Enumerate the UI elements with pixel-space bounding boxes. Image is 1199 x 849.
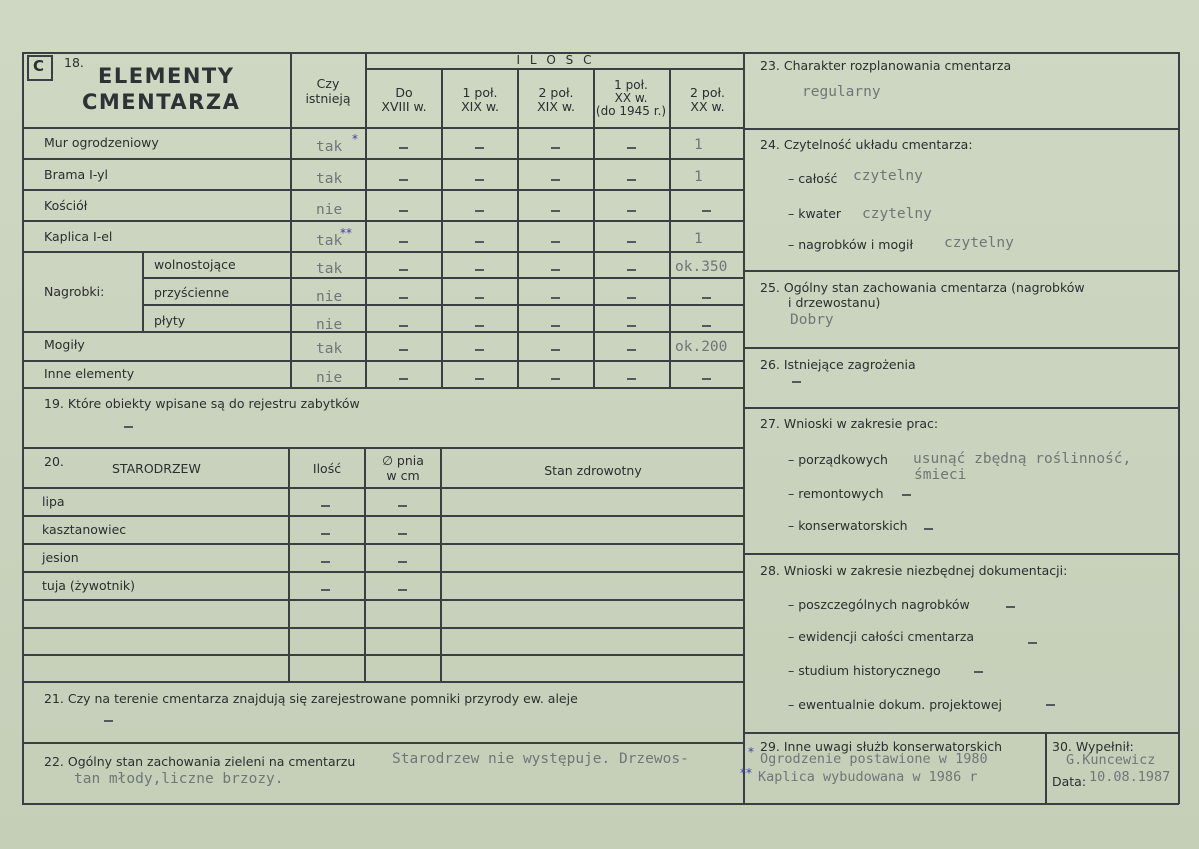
exists-header: Czy istnieją — [305, 76, 351, 106]
q27-item1-answer2: śmieci — [914, 467, 967, 483]
q30-label: 30. Wypełnił: — [1052, 739, 1134, 754]
q30-filled-by: G.Kuncewicz — [1066, 752, 1156, 768]
row-sep — [142, 277, 744, 279]
element-period-value: ok.200 — [675, 339, 728, 355]
quantity-header: I L O Ś Ć — [516, 53, 595, 67]
element-period-dash — [475, 325, 484, 327]
element-period-dash — [551, 241, 560, 243]
q20-title: STARODRZEW — [112, 461, 201, 476]
q26-answer-dash — [792, 381, 801, 383]
q28-item1-label: – poszczególnych nagrobków — [788, 597, 970, 612]
graves-divider — [142, 251, 144, 331]
row-sep — [22, 251, 744, 253]
q24-label: 24. Czytelność układu cmentarza: — [760, 137, 973, 152]
col-2-left — [441, 68, 443, 388]
element-period-dash — [702, 210, 711, 212]
tree-count-dash — [321, 589, 330, 591]
element-exists-value: tak — [316, 233, 343, 249]
q30-left — [1045, 732, 1047, 804]
element-period-dash — [475, 147, 484, 149]
tree-trunk-dash — [398, 589, 407, 591]
element-period-dash — [702, 297, 711, 299]
row-sep — [22, 360, 744, 362]
element-period-dash — [702, 325, 711, 327]
element-period-value: 1 — [694, 169, 703, 185]
q20-sep — [22, 515, 744, 517]
element-period-value: 1 — [694, 231, 703, 247]
q27-item1-label: – porządkowych — [788, 452, 888, 467]
tree-count-dash — [321, 505, 330, 507]
element-row-label: Mur ogrodzeniowy — [44, 135, 159, 150]
element-period-dash — [551, 378, 560, 380]
element-period-dash — [399, 297, 408, 299]
element-period-dash — [399, 269, 408, 271]
element-period-dash — [627, 269, 636, 271]
q24-item3-label: – nagrobków i mogił — [788, 237, 914, 252]
element-exists-value: tak — [316, 139, 343, 155]
element-period-dash — [627, 210, 636, 212]
q20-top — [22, 447, 744, 449]
section-letter: C — [33, 57, 45, 75]
q30-date: 10.08.1987 — [1089, 769, 1171, 785]
element-period-dash — [627, 378, 636, 380]
element-period-dash — [475, 378, 484, 380]
frame-bottom-right — [743, 803, 1179, 805]
q26-top — [743, 347, 1179, 349]
row-sep — [142, 304, 744, 306]
q24-item3-answer: czytelny — [944, 235, 1014, 251]
q20-sep — [22, 627, 744, 629]
element-period-dash — [475, 241, 484, 243]
element-row-label: wolnostojące — [154, 257, 236, 272]
q20-col-count: Ilość — [312, 461, 342, 476]
q24-item2-answer: czytelny — [862, 206, 932, 222]
element-exists-value: nie — [316, 370, 343, 386]
q20-sep — [22, 487, 744, 489]
divider-mid — [743, 52, 745, 804]
q27-item2-dash — [902, 494, 911, 496]
q22-answer-line2: tan młody,liczne brzozy. — [74, 771, 284, 787]
q24-item1-label: – całość — [788, 171, 838, 186]
element-exists-value: nie — [316, 289, 343, 305]
element-period-dash — [399, 325, 408, 327]
element-period-dash — [399, 147, 408, 149]
element-row-label: Brama I-yl — [44, 167, 109, 182]
element-period-dash — [627, 147, 636, 149]
title-line2: CMENTARZA — [82, 90, 241, 114]
element-period-dash — [399, 349, 408, 351]
q20-col-trunk: ∅ pnia w cm — [382, 453, 424, 483]
q24-top — [743, 128, 1179, 130]
period-col-5: 2 poł. XX w. — [689, 85, 726, 114]
frame-bottom-left — [22, 803, 744, 805]
q20-number: 20. — [44, 454, 64, 469]
element-period-dash — [627, 297, 636, 299]
element-period-dash — [475, 297, 484, 299]
element-period-dash — [475, 269, 484, 271]
period-col-1: Do XVIII w. — [381, 85, 427, 114]
frame-left — [22, 52, 24, 804]
q28-top — [743, 553, 1179, 555]
col-3-left — [517, 68, 519, 388]
q22-label: 22. Ogólny stan zachowania zieleni na cmentarzu — [44, 754, 356, 769]
q24-item2-label: – kwater — [788, 206, 842, 221]
q28-label: 28. Wnioski w zakresie niezbędnej dokumentacji: — [760, 563, 1068, 578]
element-row-label: przyścienne — [154, 285, 230, 300]
tree-name: jesion — [42, 550, 79, 565]
q27-top — [743, 407, 1179, 409]
row-sep — [22, 220, 744, 222]
q27-item3-label: – konserwatorskich — [788, 518, 908, 533]
q25-label-line2: i drzewostanu) — [788, 295, 881, 310]
q29-note1: Ogrodzenie postawione w 1980 — [760, 751, 988, 767]
q20-col-health: Stan zdrowotny — [544, 463, 642, 478]
q27-item1-answer1: usunąć zbędną roślinność, — [913, 451, 1132, 467]
row-sep — [22, 158, 744, 160]
element-period-dash — [551, 179, 560, 181]
frame-top-right — [743, 52, 1179, 54]
element-period-dash — [399, 179, 408, 181]
col-5-left — [669, 68, 671, 388]
q28-item4-label: – ewentualnie dokum. projektowej — [788, 697, 1003, 712]
element-row-label: Inne elementy — [44, 366, 135, 381]
element-period-dash — [399, 241, 408, 243]
q22-top — [22, 742, 744, 744]
tree-trunk-dash — [398, 533, 407, 535]
element-row-label: płyty — [154, 313, 186, 328]
element-period-dash — [551, 210, 560, 212]
header-bottom — [22, 127, 744, 129]
q29-note2: Kaplica wybudowana w 1986 r — [758, 769, 978, 785]
q28-item2-label: – ewidencji całości cmentarza — [788, 629, 975, 644]
period-col-2: 1 poł. XIX w. — [461, 85, 499, 114]
element-period-dash — [475, 179, 484, 181]
tree-name: tuja (żywotnik) — [42, 578, 136, 593]
period-col-3: 2 poł. XIX w. — [537, 85, 575, 114]
element-footnote-mark: ** — [340, 226, 352, 240]
q28-item4-dash — [1046, 704, 1055, 706]
frame-right — [1178, 52, 1180, 804]
element-period-dash — [627, 179, 636, 181]
q21-label: 21. Czy na terenie cmentarza znajdują się zarejestrowane pomniki przyrody ew. aleje — [44, 691, 578, 706]
element-exists-value: nie — [316, 317, 343, 333]
tree-trunk-dash — [398, 505, 407, 507]
element-period-dash — [551, 349, 560, 351]
q19-label: 19. Które obiekty wpisane są do rejestru zabytków — [44, 396, 360, 411]
q29-top — [743, 732, 1179, 734]
element-exists-value: tak — [316, 341, 343, 357]
q29-label: 29. Inne uwagi służb konserwatorskich — [760, 739, 1002, 754]
element-period-dash — [627, 241, 636, 243]
q28-item1-dash — [1006, 606, 1015, 608]
tree-trunk-dash — [398, 561, 407, 563]
q22-answer-line1: Starodrzew nie występuje. Drzewos- — [392, 751, 689, 767]
element-period-dash — [475, 210, 484, 212]
element-period-dash — [702, 378, 711, 380]
q25-answer: Dobry — [790, 312, 834, 328]
tree-name: kasztanowiec — [42, 522, 127, 537]
q25-top — [743, 270, 1179, 272]
q23-answer: regularny — [802, 84, 881, 100]
element-footnote-mark: * — [352, 132, 358, 146]
q28-item3-dash — [974, 671, 983, 673]
row-sep — [22, 331, 744, 333]
q25-label-line1: 25. Ogólny stan zachowania cmentarza (nagrobków — [760, 280, 1085, 295]
row-sep — [22, 189, 744, 191]
tree-name: lipa — [42, 494, 65, 509]
q27-label: 27. Wnioski w zakresie prac: — [760, 416, 939, 431]
q29-mark2: ** — [740, 766, 752, 780]
q20-col — [440, 447, 442, 681]
q23-label: 23. Charakter rozplanowania cmentarza — [760, 58, 1012, 73]
element-row-label: Kaplica I-el — [44, 229, 113, 244]
q19-answer-dash — [124, 426, 133, 428]
ilosc-line — [365, 68, 744, 70]
q20-col — [288, 447, 290, 681]
q24-item1-answer: czytelny — [853, 168, 923, 184]
q27-item3-dash — [924, 528, 933, 530]
period-col-4: 1 poł. XX w. (do 1945 r.) — [595, 78, 667, 118]
element-exists-value: tak — [316, 261, 343, 277]
element-row-label: Mogiły — [44, 337, 85, 352]
element-period-dash — [551, 325, 560, 327]
q20-sep — [22, 543, 744, 545]
q19-top — [22, 387, 744, 389]
element-exists-value: tak — [316, 171, 343, 187]
element-period-value: ok.350 — [675, 259, 728, 275]
q28-item2-dash — [1028, 642, 1037, 644]
section-number: 18. — [64, 55, 84, 70]
title-line1: ELEMENTY — [98, 64, 235, 88]
q20-sep — [22, 654, 744, 656]
q29-mark1: * — [748, 745, 754, 759]
element-period-dash — [627, 349, 636, 351]
element-period-value: 1 — [694, 137, 703, 153]
element-period-dash — [475, 349, 484, 351]
element-period-dash — [399, 210, 408, 212]
element-period-dash — [551, 297, 560, 299]
element-period-dash — [551, 147, 560, 149]
tree-count-dash — [321, 561, 330, 563]
q20-sep — [22, 599, 744, 601]
q20-sep — [22, 571, 744, 573]
tree-count-dash — [321, 533, 330, 535]
q28-item3-label: – studium historycznego — [788, 663, 941, 678]
element-row-label: Kościół — [44, 198, 88, 213]
q21-answer-dash — [104, 720, 113, 722]
graves-group-label: Nagrobki: — [44, 284, 105, 299]
q26-label: 26. Istniejące zagrożenia — [760, 357, 916, 372]
element-period-dash — [551, 269, 560, 271]
q21-top — [22, 681, 744, 683]
element-period-dash — [627, 325, 636, 327]
q27-item2-label: – remontowych — [788, 486, 884, 501]
element-period-dash — [399, 378, 408, 380]
element-exists-value: nie — [316, 202, 343, 218]
q30-date-label: Data: — [1052, 774, 1087, 789]
